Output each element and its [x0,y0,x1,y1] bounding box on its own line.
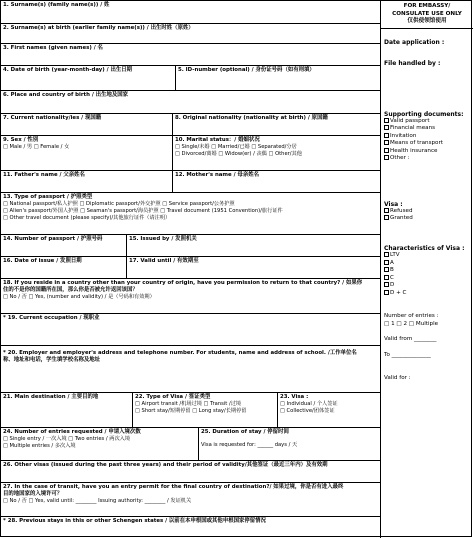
entries-options-row1[interactable]: □ Single entry / 一次入境 □ Two entries / 两次入境 [3,435,131,442]
supporting-doc-item-label: Invitation [390,132,417,139]
field-father-name[interactable] [1,171,173,193]
field-mother-name[interactable] [173,171,381,193]
characteristics-list [384,252,470,297]
file-handled-label: File handled by : [384,59,441,67]
entries-options[interactable]: □ 1 □ 2 □ Multiple [384,320,439,327]
field-date-of-birth[interactable] [1,66,176,91]
supporting-doc-item[interactable] [384,125,470,133]
checkbox-icon[interactable] [384,140,389,145]
label-mother-name: 12. Mother's name / 母亲姓名 [175,172,259,178]
visa-characteristic-item-label: A [390,259,394,266]
label-date-of-issue: 16. Date of issue / 发照日期 [3,258,82,264]
visa-characteristic-item-label: C [390,274,394,281]
visa-decision-item-label: Refused [390,207,413,214]
visa-decision-list [384,208,470,223]
label-main-destination: 21. Main destination / 主要目的地 [3,394,99,400]
embassy-header [381,3,473,29]
supporting-doc-item[interactable] [384,118,470,126]
supporting-doc-item-label: Financial means [390,125,436,132]
label-previous-stays: * 28. Previous stays in this or other Schengen states / 以前在本申根国或其他申根国家停留情况 [3,518,266,524]
marital-options-row1[interactable]: □ Single/未婚 □ Married/已婚 □ Separated/分居 [175,143,297,150]
visa-characteristic-item[interactable] [384,290,470,298]
label-issued-by: 15. Issued by / 发照机关 [129,236,197,242]
field-issued-by[interactable] [127,235,381,257]
field-other-visas[interactable] [1,461,381,483]
visa-type-options-row2[interactable]: □ Short stay/短期停留 □ Long stay/长期停留 [135,407,247,414]
checkbox-icon[interactable] [384,208,389,213]
field-visa-kind[interactable] [278,393,381,428]
visa-characteristic-item-label: D [390,282,395,289]
marital-options-row2[interactable]: □ Divorced/离婚 □ Widow(er) / 丧偶 □ Other/其他 [175,150,302,157]
embassy-header-line3: 仅供使领馆使用 [407,18,447,25]
visa-label: Visa : [384,200,403,208]
label-return-permission-1: 18. If you reside in a country other than your country of origin, have you permission to return to that country? / 如果你 [3,280,363,286]
field-surname[interactable] [1,1,381,24]
checkbox-icon[interactable] [384,155,389,160]
visa-characteristic-item[interactable] [384,260,470,268]
passport-type-options-row3[interactable]: □ Other travel document (please specify)/其他旅行证件（请注明） [3,214,171,221]
field-number-of-entries[interactable] [1,428,199,461]
label-surname: 1. Surname(s) (family name(s)) / 姓 [3,2,110,8]
return-permission-options[interactable]: □ No / 否 □ Yes, (number and validity) / 是（号码和有效期） [3,293,155,300]
checkbox-icon[interactable] [384,290,389,295]
visa-characteristic-item[interactable] [384,282,470,290]
checkbox-icon[interactable] [384,125,389,130]
checkbox-icon[interactable] [384,275,389,280]
checkbox-icon[interactable] [384,267,389,272]
field-return-permission[interactable] [1,279,381,314]
label-place-of-birth: 6. Place and country of birth / 出生地及国家 [3,92,129,98]
label-first-names: 3. First names (given names) / 名 [3,45,103,51]
visa-decision-item[interactable] [384,215,470,223]
supporting-doc-item-label: Valid passport [390,117,430,124]
supporting-doc-item[interactable] [384,133,470,141]
checkbox-icon[interactable] [384,215,389,220]
label-marital-status: 10. Marital status：/ 婚姻状况 [175,137,260,143]
checkbox-icon[interactable] [384,252,389,257]
visa-decision-item[interactable] [384,208,470,216]
field-surname-at-birth[interactable] [1,24,381,44]
visa-characteristic-item[interactable] [384,275,470,283]
field-first-names[interactable] [1,44,381,66]
label-current-nationality: 7. Current nationality/ies / 现国籍 [3,115,102,121]
entries-options-row2[interactable]: □ Multiple entries / 多次入境 [3,442,76,449]
visa-characteristic-item-label: B [390,267,394,274]
visa-kind-options-row2[interactable]: □ Collective/团体签证 [280,407,335,414]
checkbox-icon[interactable] [384,148,389,153]
checkbox-icon[interactable] [384,282,389,287]
checkbox-icon[interactable] [384,118,389,123]
embassy-use-panel [381,1,473,538]
field-marital-status[interactable] [173,136,381,171]
field-main-destination[interactable] [1,393,133,428]
field-place-of-birth[interactable] [1,91,381,114]
label-passport-type: 13. Type of passport / 护照类型 [3,194,93,200]
field-date-of-issue[interactable] [1,257,127,279]
visa-characteristic-item-label: D + C [390,289,407,296]
visa-characteristic-item-label: LTV [390,252,400,259]
field-occupation[interactable] [1,314,381,346]
label-other-visas: 26. Other visas (issued during the past three years) and their period of validity/其他签证（最近三年内）及有效期 [3,462,328,468]
visa-type-options-row1[interactable]: □ Airport transit /机场过境 □ Transit /过境 [135,400,242,407]
label-id-number: 5. ID-number (optional) / 身份证号码（如有则填） [178,67,315,73]
label-father-name: 11. Father's name / 父亲姓名 [3,172,85,178]
characteristics-label: Characteristics of Visa : [384,245,465,253]
valid-for-field[interactable]: Valid for : [384,375,411,382]
supporting-doc-item[interactable] [384,140,470,148]
field-duration-of-stay[interactable] [199,428,381,461]
field-current-nationality[interactable] [1,114,173,136]
field-transit-permit[interactable] [1,483,381,517]
supporting-docs-list [384,118,470,163]
label-duration-of-stay: 25. Duration of stay / 停留时间 [201,429,289,435]
visa-decision-item-label: Granted [390,215,413,222]
label-return-permission-2: 住的不是你的国籍所在国，那么你是否被允许返回该国？ [3,286,138,293]
label-employer-1: * 20. Employer and employer's address and telephone number. For students, name and address of school. /工作单位名 [3,350,357,356]
transit-permit-options[interactable]: □ No / 否 □ Yes, valid until: ________ Issuing authority: ________ / 发证机关 [3,497,192,504]
passport-type-options-row1[interactable]: □ National passport/私人护照 □ Diplomatic passport/外交护照 □ Service passport/公务护照 [3,200,235,207]
field-id-number[interactable] [176,66,381,91]
label-original-nationality: 8. Original nationality (nationality at birth) / 原国籍 [175,115,328,121]
valid-from-field[interactable]: Valid from ________ [384,336,437,343]
embassy-header-line1: FOR EMBASSY/ [403,3,451,9]
label-employer-2: 称、地址和电话，学生填学校名称及地址 [3,356,101,363]
field-passport-number[interactable] [1,235,127,257]
checkbox-icon[interactable] [384,260,389,265]
label-sex: 9. Sex / 性别 [3,137,39,143]
date-application-label: Date application : [384,38,445,46]
label-surname-at-birth: 2. Surname(s) at birth (earlier family name(s)) / 出生时姓（原姓） [3,25,194,31]
supporting-doc-item-label: Means of transport [390,140,443,147]
entries-label: Number of entries : [384,313,439,320]
checkbox-icon[interactable] [384,133,389,138]
label-visa-kind: 23. Visa : [280,394,309,400]
supporting-doc-item-label: Health insurance [390,147,438,154]
visa-characteristic-item[interactable] [384,252,470,260]
field-passport-type[interactable] [1,193,381,235]
supporting-doc-item[interactable] [384,148,470,156]
field-original-nationality[interactable] [173,114,381,136]
field-visa-type[interactable] [133,393,278,428]
label-date-of-birth: 4. Date of birth (year-month-day) / 出生日期 [3,67,133,73]
embassy-header-line2: CONSULATE USE ONLY [392,10,462,17]
label-valid-until: 17. Valid until / 有效期至 [129,258,199,264]
supporting-doc-item-label: Other : [390,155,410,162]
label-occupation: * 19. Current occupation / 现职业 [3,315,100,321]
supporting-docs-label: Supporting documents: [384,110,464,118]
visa-characteristic-item[interactable] [384,267,470,275]
sex-options[interactable]: □ Male / 男 □ Female / 女 [3,143,70,150]
label-number-of-entries: 24. Number of entries requested / 申请入境次数 [3,429,141,435]
duration-of-stay-value[interactable]: Visa is requested for: ______ days / 天 [201,441,298,448]
field-sex[interactable] [1,136,173,171]
valid-to-field[interactable]: To ______________ [384,351,431,358]
field-employer[interactable] [1,346,381,393]
passport-type-options-row2[interactable]: □ Alien's passport/外国人护照 □ Seaman's passport/海员护照 □ Travel document (1951 Convention)/旅行证件 [3,207,283,214]
supporting-doc-item[interactable] [384,155,470,163]
label-transit-permit-1: 27. In the case of transit, have you an entry permit for the final country of destination?/ 如果过境，你是否有进入最终 [3,484,344,490]
label-transit-permit-2: 目的地国家的入境许可？ [3,490,63,497]
label-passport-number: 14. Number of passport / 护照号码 [3,236,103,242]
field-valid-until[interactable] [127,257,381,279]
visa-kind-options-row1[interactable]: □ Individual / 个人签证 [280,400,338,407]
field-previous-stays[interactable] [1,517,381,538]
label-visa-type: 22. Type of Visa / 签证类型 [135,394,211,400]
